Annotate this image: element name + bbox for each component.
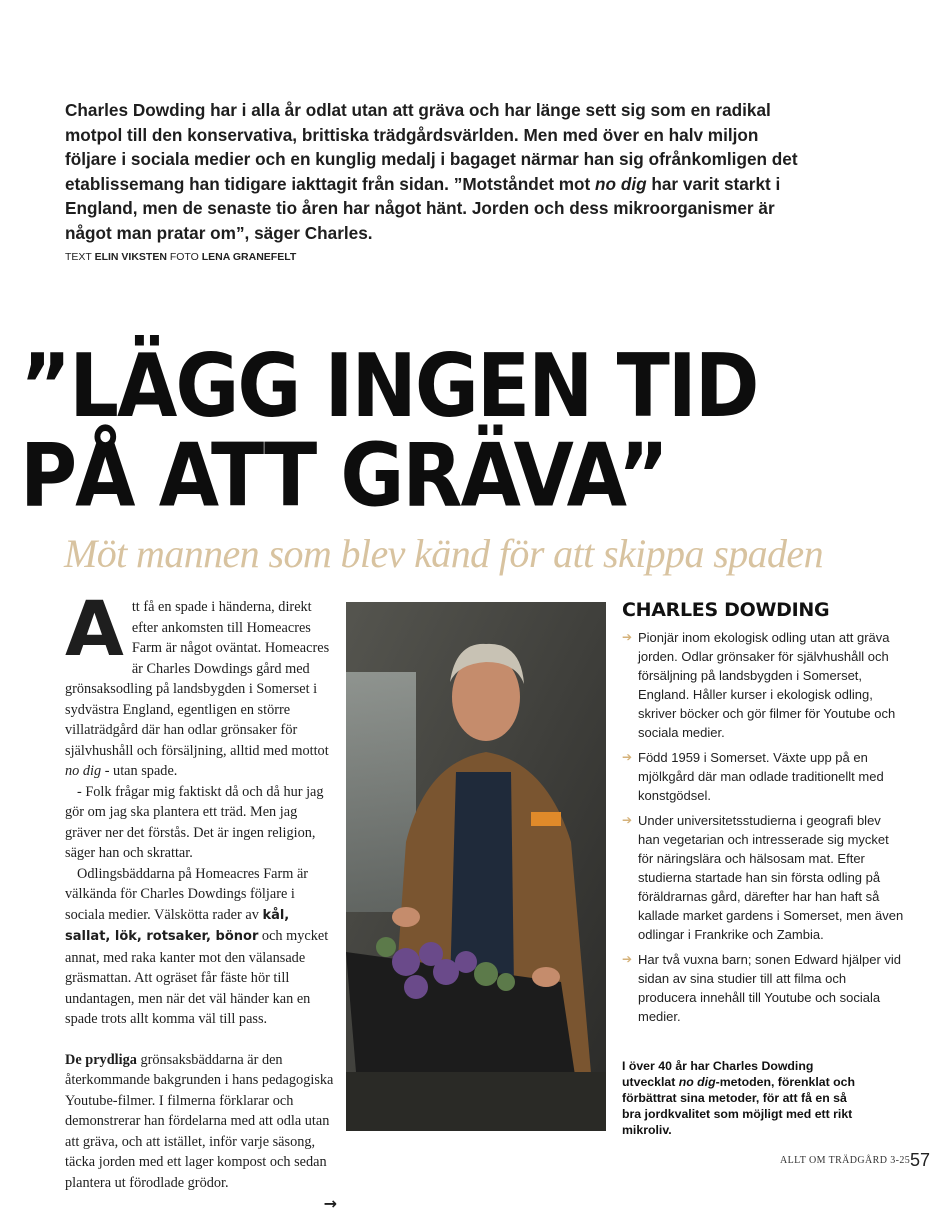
fact-box — [622, 598, 904, 1032]
body-text — [65, 584, 337, 1213]
list-item — [622, 628, 904, 742]
text: tt få en spade i händerna, direkt efter ankomsten till Homeacres Farm är något oväntat. Homeacres är Charles Dowdings gård med grönsaksodling på landsbygden i Somerset i sydvästra England, egentligen en större villaträdgård där han odlar grönsaker för självhushåll och försäljning, alltid med mottot — [65, 599, 330, 759]
intro — [65, 98, 800, 263]
portrait-photo — [346, 602, 606, 1131]
bold-lead-in: De prydliga — [65, 1051, 137, 1068]
arrow-right-icon: ➔ — [622, 813, 633, 827]
caption-text: I över 40 år har Charles Dowding utvecklat — [622, 1059, 814, 1089]
headline — [20, 336, 758, 527]
bold-text: kål, sallat, lök, rotsaker, bönor — [65, 907, 290, 944]
paragraph — [65, 584, 337, 782]
paragraph — [65, 864, 337, 1030]
arrow-right-icon: ➔ — [622, 630, 633, 644]
list-item — [622, 748, 904, 805]
arrow-right-icon: ➔ — [622, 750, 633, 764]
headline-line-1: ”LÄGG INGEN TID — [20, 336, 758, 438]
fact-list — [622, 628, 904, 1026]
list-item-text: Pionjär inom ekologisk odling utan att gräva jorden. Odlar grönsaker för självhushåll och försäljning på landsbygden i Somerset, England. Håller kurser i ekologisk odling, skriver böcker och gör filmer för Youtube och sociala medier. — [638, 630, 896, 740]
paragraph — [65, 1050, 337, 1194]
text: Odlingsbäddarna på Homeacres Farm är välkända för Charles Dowdings följare i sociala medier. Välskötta rader av — [65, 865, 309, 923]
photo-label: FOTO — [169, 251, 199, 263]
right-column — [622, 598, 904, 1138]
list-item-text: Född 1959 i Somerset. Växte upp på en mjölkgård där man odlade traditionellt med konstgödsel. — [638, 750, 884, 803]
caption-text-end: -metoden, förenklat och förbättrat sina metoder, för att få en så bra jordkvalitet som möjligt med ett rikt mikroliv. — [622, 1075, 856, 1137]
writer-name: ELIN VIKSTEN — [94, 251, 167, 263]
paragraph: - Folk frågar mig faktiskt då och då hur jag gör om jag ska plantera ett träd. Men jag gräver ner det förstås. Det är ingen religion, säger han och skrattar. — [65, 783, 324, 861]
continue-arrow-icon: → — [323, 1194, 337, 1213]
list-item — [622, 811, 904, 944]
publication-footer: ALLT OM TRÄDGÅRD 3-25 — [780, 1155, 911, 1166]
caption-italic: no dig — [678, 1075, 716, 1089]
byline — [65, 251, 800, 263]
subtitle: Möt mannen som blev känd för att skippa spaden — [64, 531, 823, 576]
photo-caption — [622, 1044, 862, 1138]
page-number: 57 — [910, 1150, 931, 1170]
text: - utan spade. — [101, 763, 178, 779]
italic-text: no dig — [65, 763, 102, 779]
photo-illustration — [346, 602, 606, 1131]
headline-line-2: PÅ ATT GRÄVA” — [20, 426, 668, 527]
lead-text: Charles Dowding har i alla år odlat utan att gräva och har länge sett sig som en radikal motpol till den konservativa, brittiska trädgårdsvärlden. Men med över en halv miljon följare i sociala medier och en kunglig medalj i bagaget närmar han sig ofrånkomligen det etablissemang han tidigare iakttagit från sidan. ”Motståndet mot — [65, 100, 798, 194]
list-item-text: Har två vuxna barn; sonen Edward hjälper vid sidan av sina studier till att filma och producera innehåll till Youtube och sociala medier. — [638, 952, 902, 1024]
text: och mycket annat, med raka kanter mot den välansade gräsmattan. Att ogräset får fäste hör till undantagen, men när det väl händer kan en spade trots allt komma väl till pass. — [65, 928, 329, 1027]
lead-paragraph — [65, 98, 800, 245]
arrow-right-icon: ➔ — [622, 952, 633, 966]
lead-text-end: har varit starkt i England, men de senaste tio åren har något hänt. Jorden och dess mikroorganismer är något man pratar om”, säger Charles. — [65, 173, 781, 243]
list-item-text: Under universitetsstudierna i geografi blev han vegetarian och intresserade sig mycket för näringslära och hälsosam mat. Efter studierna startade han sin första odling på föräldrarnas gård, därefter har han haft så kallade market gardens i Somerset, men även odlingar i Frankrike och Zambia. — [638, 813, 904, 942]
lead-italic: no dig — [595, 173, 647, 194]
fact-box-title: CHARLES DOWDING — [622, 599, 830, 621]
text: grönsaksbäddarna är den återkommande bakgrunden i hans pedagogiska Youtube-filmer. I filmerna förklarar och demonstrerar han fördelarna med att odla utan att gräva, och att istället, inför varje säsong, täcka jorden med ett lager kompost och sedan plantera ut förodlade grödor. — [65, 1051, 334, 1191]
text-label: TEXT — [65, 251, 92, 263]
photographer-name: LENA GRANEFELT — [201, 251, 297, 263]
drop-cap: A — [65, 584, 124, 673]
list-item — [622, 950, 904, 1026]
